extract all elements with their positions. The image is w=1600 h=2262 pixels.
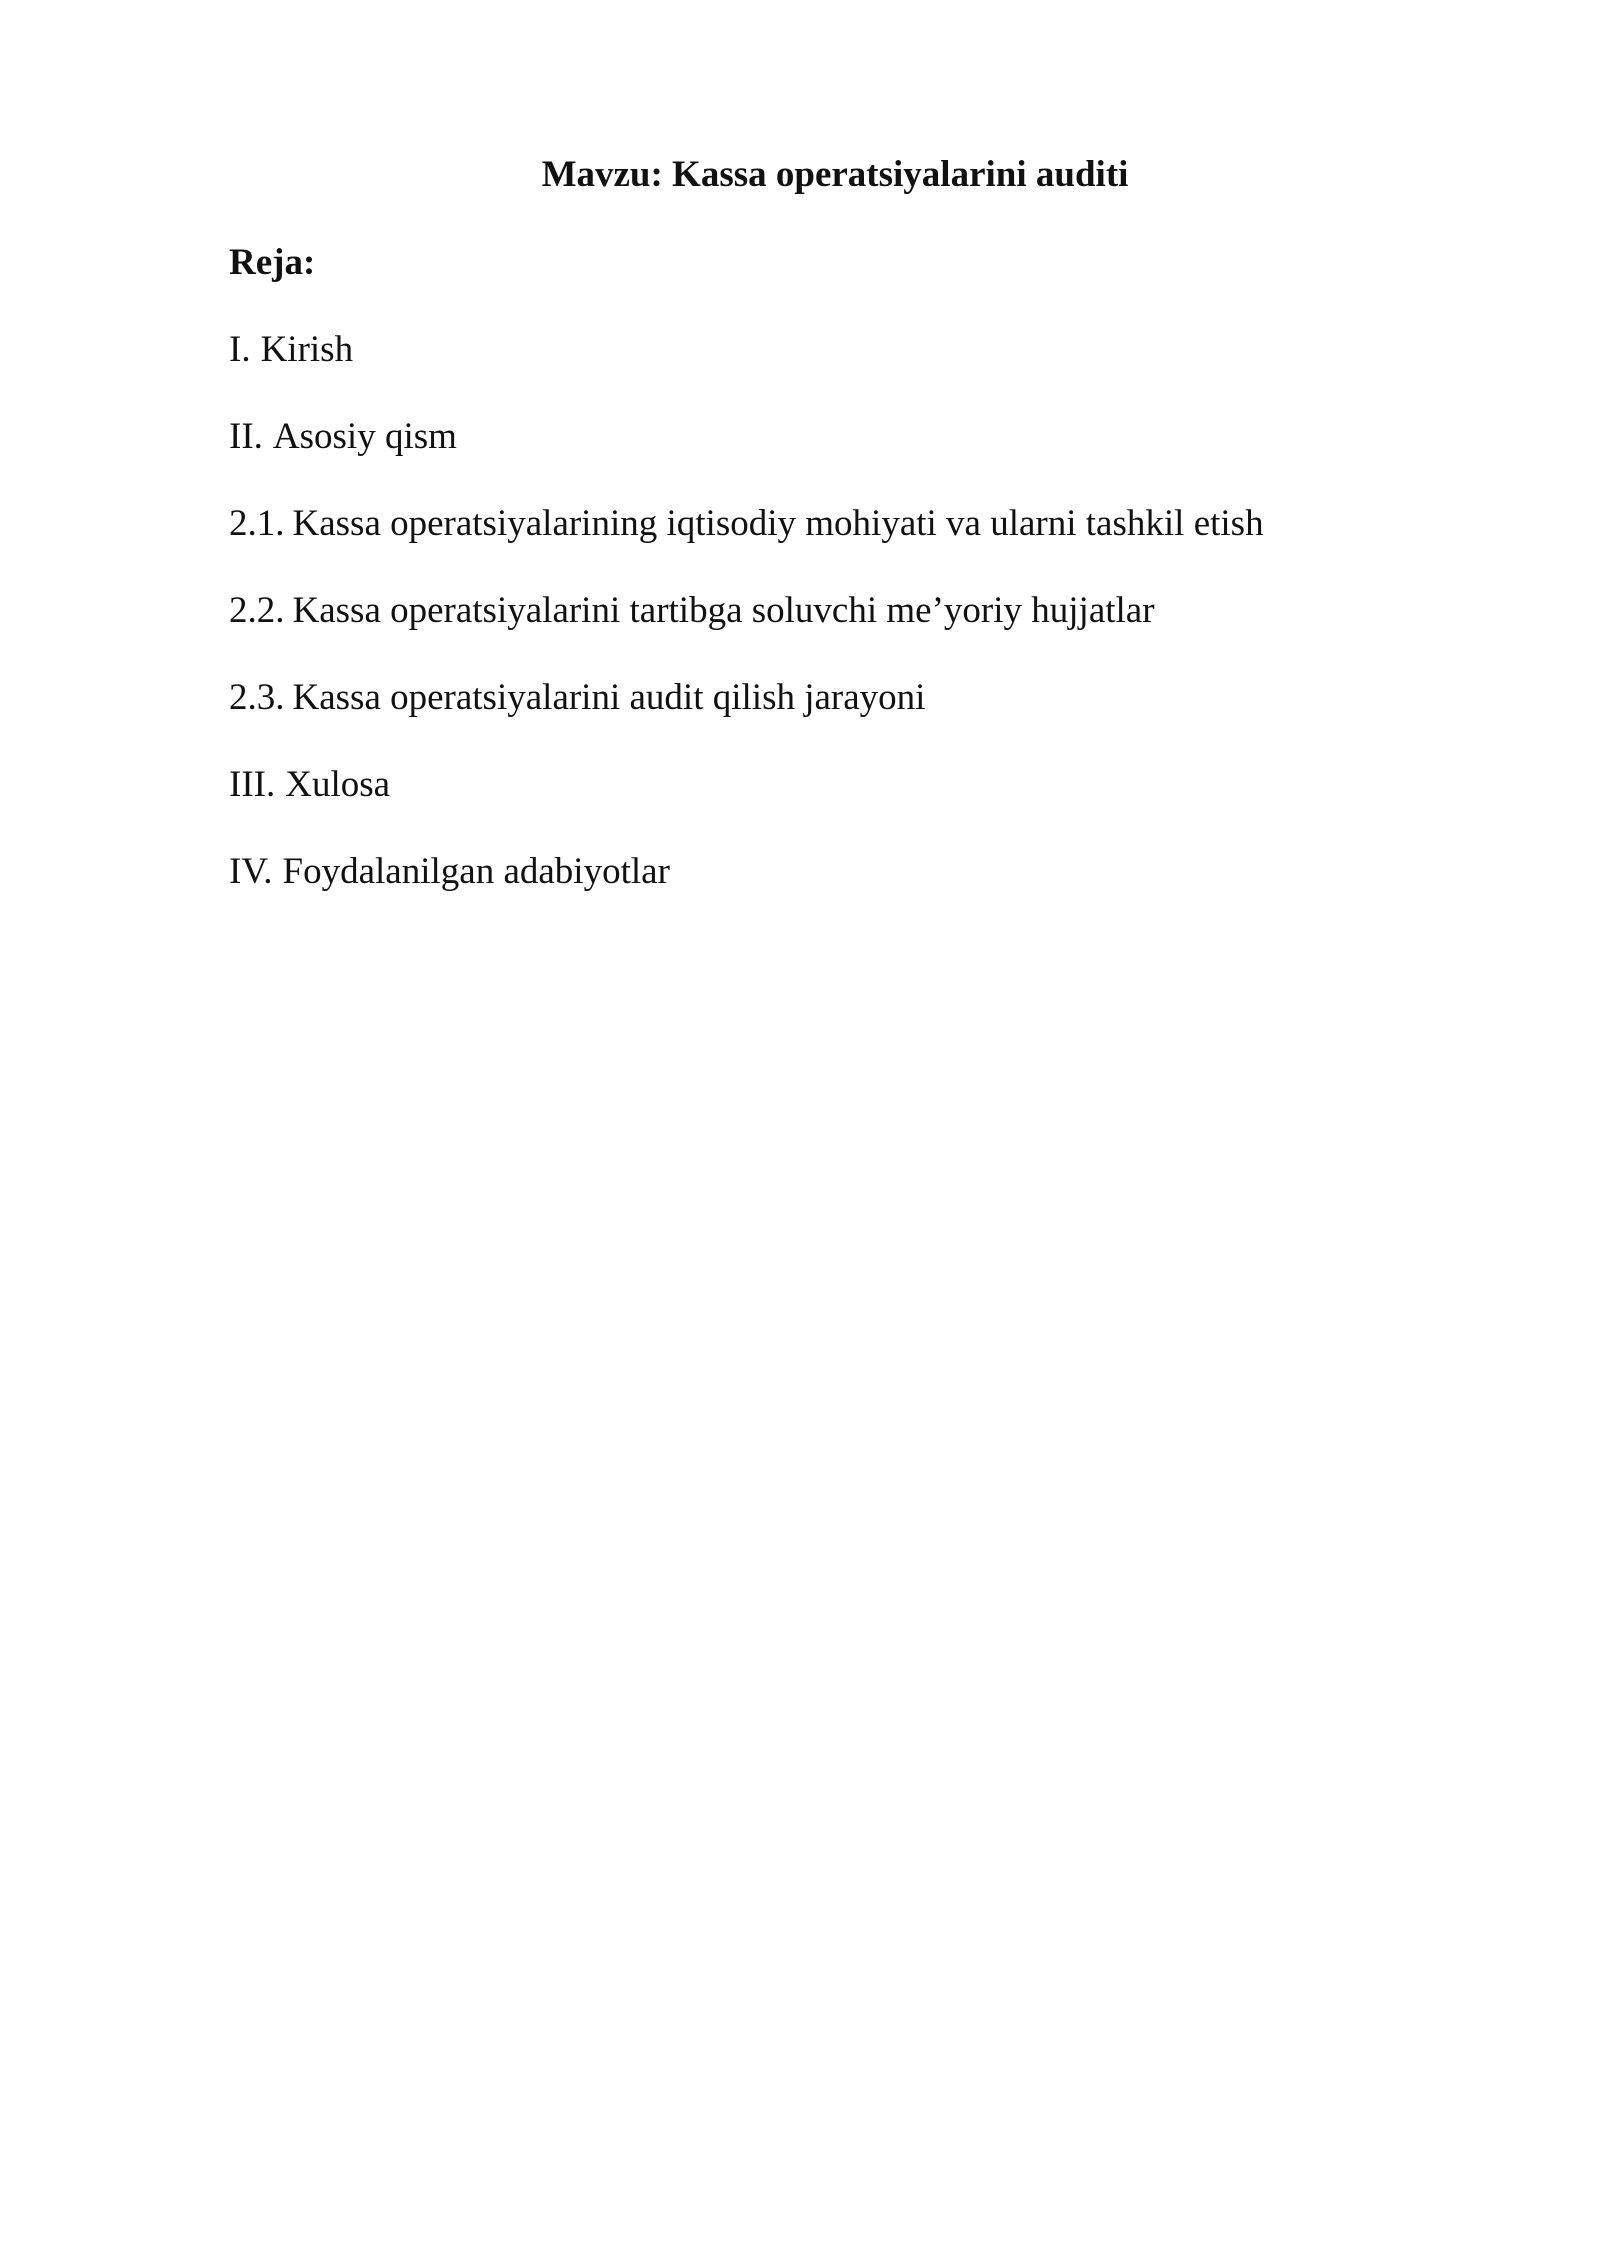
plan-item-text: Asosiy qism [272,416,457,457]
plan-heading: Reja: [229,242,316,283]
plan-item-number: I. [229,329,251,370]
plan-item-xulosa [229,760,1264,847]
plan-item-number: II. [229,416,263,457]
plan-item-text: Kassa operatsiyalarining iqtisodiy mohiyati va ularni tashkil etish [292,503,1264,544]
plan-item-2-3 [229,673,1264,760]
plan-item-text: Foydalanilgan adabiyotlar [282,851,670,892]
plan-item-2-2 [229,586,1264,673]
plan-item-text: Kirish [260,329,354,370]
plan-list [229,325,1264,934]
plan-item-kirish [229,325,1264,412]
plan-item-adabiyotlar [229,847,1264,934]
plan-item-text: Kassa operatsiyalarini tartibga soluvchi me’yoriy hujjatlar [292,590,1155,631]
plan-item-number: 2.1. [229,503,285,544]
plan-item-number: 2.2. [229,590,285,631]
plan-item-number: 2.3. [229,677,285,718]
plan-item-text: Kassa operatsiyalarini audit qilish jarayoni [292,677,926,718]
plan-item-text: Xulosa [285,764,391,805]
plan-item-number: IV. [229,851,273,892]
plan-item-number: III. [229,764,276,805]
plan-item-asosiy-qism [229,412,1264,499]
document-title: Mavzu: Kassa operatsiyalarini auditi [541,154,1129,195]
plan-item-2-1 [229,499,1264,586]
